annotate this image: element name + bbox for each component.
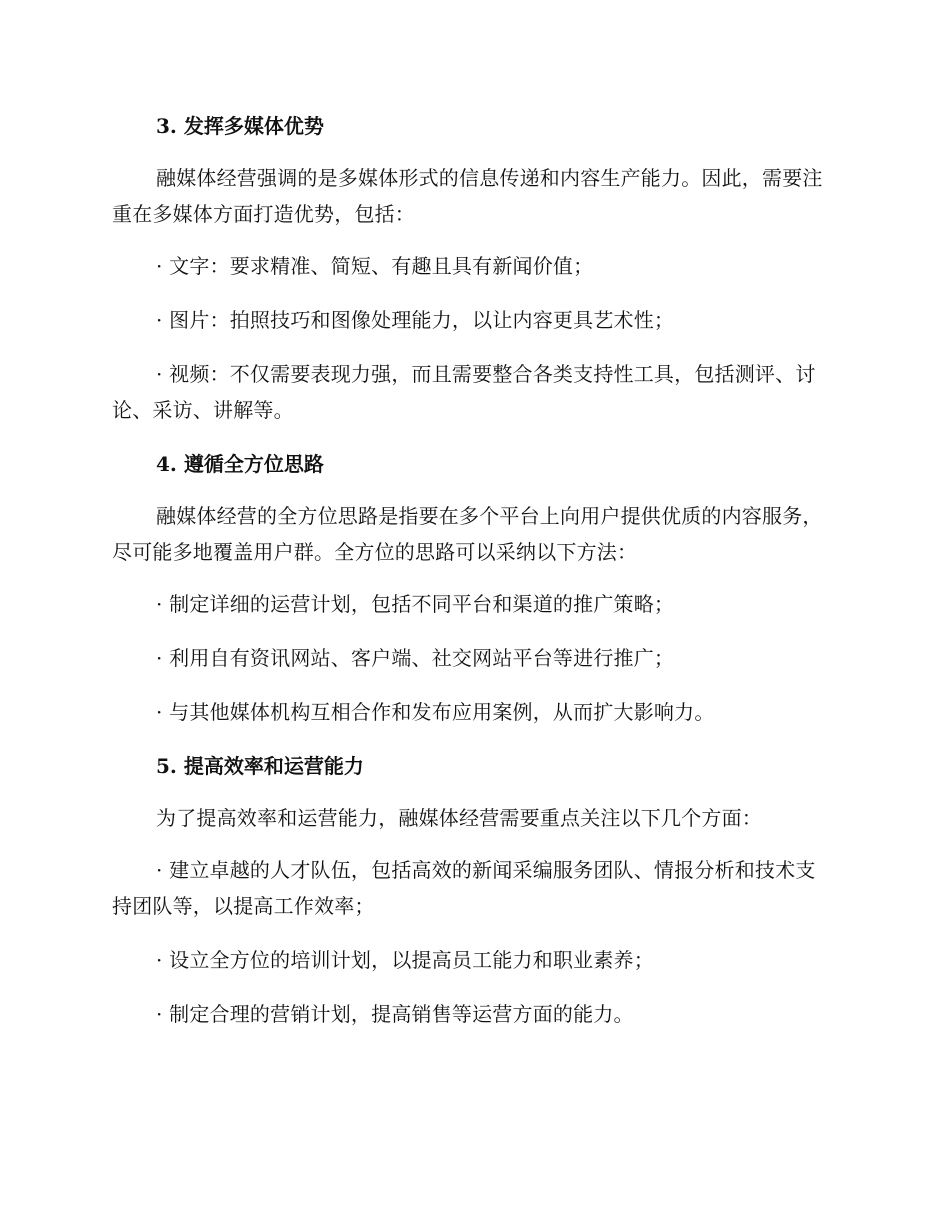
bullet-item: · 制定合理的营销计划，提高销售等运营方面的能力。: [156, 1002, 634, 1026]
section-heading: 4. 遵循全方位思路: [156, 452, 324, 476]
section-heading: 3. 发挥多媒体优势: [156, 114, 324, 138]
bullet-item: · 图片：拍照技巧和图像处理能力，以让内容更具艺术性；: [156, 308, 675, 332]
section-intro: 为了提高效率和运营能力，融媒体经营需要重点关注以下几个方面：: [156, 806, 762, 830]
section-heading: 5. 提高效率和运营能力: [156, 754, 364, 778]
bullet-item: · 制定详细的运营计划，包括不同平台和渠道的推广策略；: [156, 592, 675, 616]
bullet-item: · 利用自有资讯网站、客户端、社交网站平台等进行推广；: [156, 646, 675, 670]
bullet-item: · 建立卓越的人才队伍，包括高效的新闻采编服务团队、情报分析和技术支持团队等，以提高工作效率；: [112, 858, 816, 918]
bullet-item: · 视频：不仅需要表现力强，而且需要整合各类支持性工具，包括测评、讨论、采访、讲解等。: [112, 362, 816, 422]
bullet-item: · 设立全方位的培训计划，以提高员工能力和职业素养；: [156, 948, 654, 972]
bullet-item: · 文字：要求精准、简短、有趣且具有新闻价值；: [156, 254, 594, 278]
section-intro: 融媒体经营强调的是多媒体形式的信息传递和内容生产能力。因此，需要注重在多媒体方面打造优势，包括：: [112, 166, 823, 226]
document-body: [112, 108, 832, 1050]
section-intro: 融媒体经营的全方位思路是指要在多个平台上向用户提供优质的内容服务，尽可能多地覆盖用户群。全方位的思路可以采纳以下方法：: [112, 504, 823, 564]
bullet-item: · 与其他媒体机构互相合作和发布应用案例，从而扩大影响力。: [156, 700, 715, 724]
